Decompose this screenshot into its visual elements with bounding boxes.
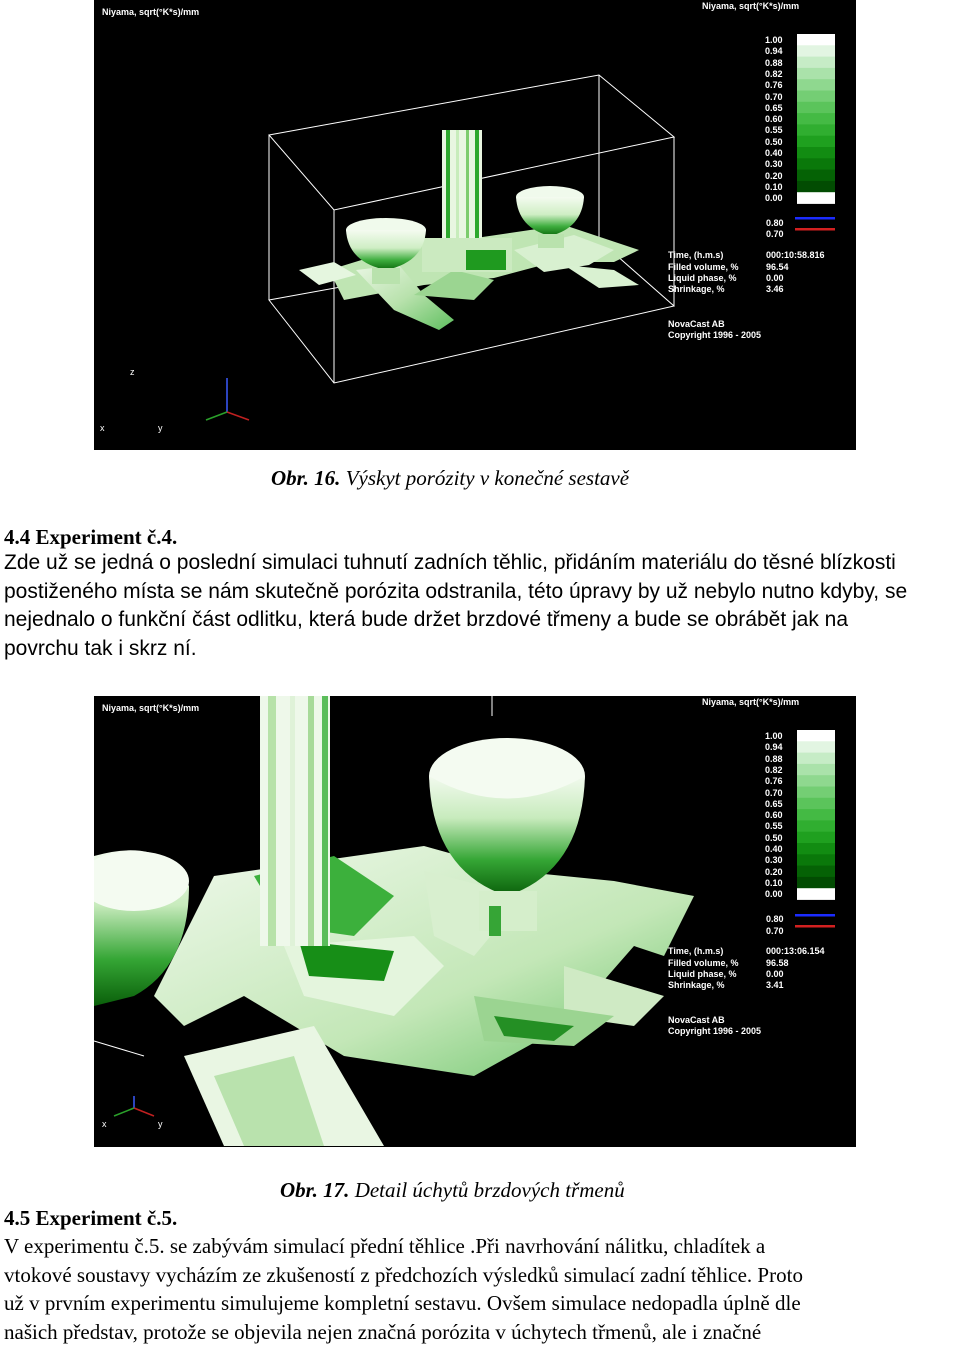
legend-value: 0.10 <box>765 181 783 192</box>
software-name: NovaCast AB <box>668 319 725 329</box>
legend-value: 0.00 <box>765 193 783 204</box>
caption-number: Obr. 16. <box>271 466 341 490</box>
info-liquid-value: 0.00 <box>766 969 784 979</box>
legend-swatch <box>797 775 835 787</box>
legend-extra-value: 0.80 <box>766 914 784 924</box>
axis-y-label: y <box>158 1119 163 1129</box>
legend-value: 0.10 <box>765 877 783 888</box>
legend-swatch <box>797 764 835 776</box>
legend-swatch <box>797 888 835 900</box>
casting-detail-render <box>94 696 856 1147</box>
legend-value: 0.76 <box>765 80 783 91</box>
paragraph-line: povrchu tak i skrz ní. <box>4 636 197 660</box>
info-liquid-label: Liquid phase, % <box>668 273 737 283</box>
legend-swatch <box>797 741 835 753</box>
legend-value: 0.94 <box>765 46 783 57</box>
legend-swatch <box>797 798 835 810</box>
legend-value: 0.70 <box>765 787 783 798</box>
legend-extra-value: 0.80 <box>766 218 784 228</box>
legend-swatch <box>797 91 835 103</box>
legend-red-swatch <box>795 228 835 231</box>
copyright-text: Copyright 1996 - 2005 <box>668 330 762 340</box>
legend-swatch <box>797 57 835 69</box>
info-liquid-label: Liquid phase, % <box>668 969 737 979</box>
axis-x-label: x <box>100 423 105 433</box>
casting-sprue <box>422 130 512 272</box>
legend-value: 0.40 <box>765 844 783 854</box>
casting-base <box>154 846 694 1146</box>
legend-swatch <box>797 68 835 80</box>
paragraph-line: postiženého místa se nám skutečně porózita odstranila, této úpravy by už nebylo nutno kdyby, se <box>4 579 908 603</box>
axis-z-label: z <box>130 367 135 377</box>
caption-text: Detail úchytů brzdových třmenů <box>354 1178 625 1202</box>
legend-value: 0.55 <box>765 821 783 832</box>
legend-swatch <box>797 843 835 855</box>
axis-gizmo <box>206 378 249 420</box>
legend-value: 0.60 <box>765 810 783 821</box>
info-time-value: 000:13:06.154 <box>766 946 825 956</box>
legend-swatch <box>797 136 835 148</box>
info-shrinkage-value: 3.41 <box>766 980 784 990</box>
simulation-figure-17 <box>94 696 856 1147</box>
legend-swatch <box>797 181 835 193</box>
legend-swatch <box>797 820 835 832</box>
legend-title: Niyama, sqrt(°K*s)/mm <box>702 1 800 11</box>
legend-value: 0.50 <box>765 832 783 843</box>
legend-value: 0.20 <box>765 170 783 181</box>
legend-swatch <box>797 170 835 182</box>
simulation-figure-16 <box>94 0 856 450</box>
legend-swatch <box>797 79 835 91</box>
legend-value: 0.40 <box>765 148 783 158</box>
info-time-value: 000:10:58.816 <box>766 250 825 260</box>
axis-x-label: x <box>102 1119 107 1129</box>
legend-value: 0.70 <box>765 91 783 102</box>
result-title: Niyama, sqrt(°K*s)/mm <box>102 703 200 713</box>
caption-text: Výskyt porózity v konečné sestavě <box>345 466 630 490</box>
legend-value: 0.20 <box>765 866 783 877</box>
casting-sprue <box>260 696 330 946</box>
legend-value: 0.82 <box>765 68 783 79</box>
info-time-label: Time, (h.m.s) <box>668 946 724 956</box>
paragraph-line: našich představ, protože se objevila nejen značná porózita v úchytech třmenů, ale i značné <box>4 1319 762 1344</box>
legend-swatch <box>797 102 835 114</box>
casting-render <box>94 0 856 450</box>
paragraph <box>4 549 960 663</box>
legend-colorbar <box>797 34 835 204</box>
legend-red-swatch <box>795 925 835 928</box>
legend-value: 0.94 <box>765 742 783 753</box>
legend-title: Niyama, sqrt(°K*s)/mm <box>702 697 800 707</box>
caption-number: Obr. 17. <box>280 1178 350 1202</box>
info-filled-label: Filled volume, % <box>668 262 739 272</box>
legend-swatch <box>797 730 835 742</box>
legend-swatch <box>797 113 835 125</box>
legend-extra-value: 0.70 <box>766 229 784 239</box>
legend-value: 0.50 <box>765 136 783 147</box>
section-heading: 4.5 Experiment č.5. <box>4 1206 178 1230</box>
legend-value: 0.65 <box>765 798 783 809</box>
paragraph <box>4 1232 803 1346</box>
legend-extra-value: 0.70 <box>766 926 784 936</box>
legend-swatch <box>797 34 835 46</box>
paragraph-line: V experimentu č.5. se zabývám simulací přední těhlice .Při navrhování nálitku, chladítek a <box>4 1234 766 1258</box>
axis-y-label: y <box>158 423 163 433</box>
legend-swatch <box>797 877 835 889</box>
legend-value: 0.55 <box>765 125 783 136</box>
info-time-label: Time, (h.m.s) <box>668 250 724 260</box>
legend-colorbar <box>797 730 835 900</box>
legend-value: 0.30 <box>765 159 783 170</box>
legend-swatch <box>797 809 835 821</box>
paragraph-line: už v prvním experimentu simulujeme kompletní sestavu. Ovšem simulace nedopadla úplně dle <box>4 1291 801 1315</box>
paragraph-line: vtokové soustavy vycházím ze zkušeností z předchozích výsledků simulací zadní těhlice. Proto <box>4 1262 803 1287</box>
legend-value: 0.88 <box>765 57 783 68</box>
legend-swatch <box>797 832 835 844</box>
info-liquid-value: 0.00 <box>766 273 784 283</box>
legend-value: 0.60 <box>765 114 783 125</box>
info-shrinkage-value: 3.46 <box>766 284 784 294</box>
legend-swatch <box>797 866 835 878</box>
axis-gizmo <box>114 1096 154 1116</box>
paragraph-line: Zde už se jedná o poslední simulaci tuhnutí zadních těhlic, přidáním materiálu do těsné blízkosti <box>4 551 896 574</box>
result-title: Niyama, sqrt(°K*s)/mm <box>102 7 200 17</box>
legend-value: 1.00 <box>765 731 783 741</box>
legend-blue-swatch <box>795 914 835 917</box>
figure-caption <box>271 466 629 491</box>
legend-value: 0.88 <box>765 753 783 764</box>
copyright-text: Copyright 1996 - 2005 <box>668 1026 762 1036</box>
legend-swatch <box>797 147 835 159</box>
paragraph-line: nejednalo o funkční část odlitku, která bude držet brzdové třmeny a bude se obrábět jak na <box>4 608 849 631</box>
software-name: NovaCast AB <box>668 1015 725 1025</box>
legend-blue-swatch <box>795 217 835 220</box>
legend-value: 0.65 <box>765 102 783 113</box>
figure-caption <box>280 1178 625 1203</box>
legend-value: 0.30 <box>765 855 783 866</box>
info-filled-value: 96.54 <box>766 262 789 272</box>
info-shrinkage-label: Shrinkage, % <box>668 284 725 294</box>
legend-swatch <box>797 753 835 765</box>
legend-swatch <box>797 192 835 204</box>
legend-swatch <box>797 787 835 799</box>
legend-swatch <box>797 124 835 136</box>
section-heading: 4.4 Experiment č.4. <box>4 525 178 549</box>
info-filled-value: 96.58 <box>766 958 789 968</box>
legend-value: 0.76 <box>765 776 783 787</box>
legend-swatch <box>797 854 835 866</box>
legend-swatch <box>797 158 835 170</box>
info-shrinkage-label: Shrinkage, % <box>668 980 725 990</box>
legend-value: 0.82 <box>765 764 783 775</box>
legend-value: 1.00 <box>765 35 783 45</box>
legend-value: 0.00 <box>765 889 783 900</box>
legend-swatch <box>797 45 835 57</box>
info-filled-label: Filled volume, % <box>668 958 739 968</box>
